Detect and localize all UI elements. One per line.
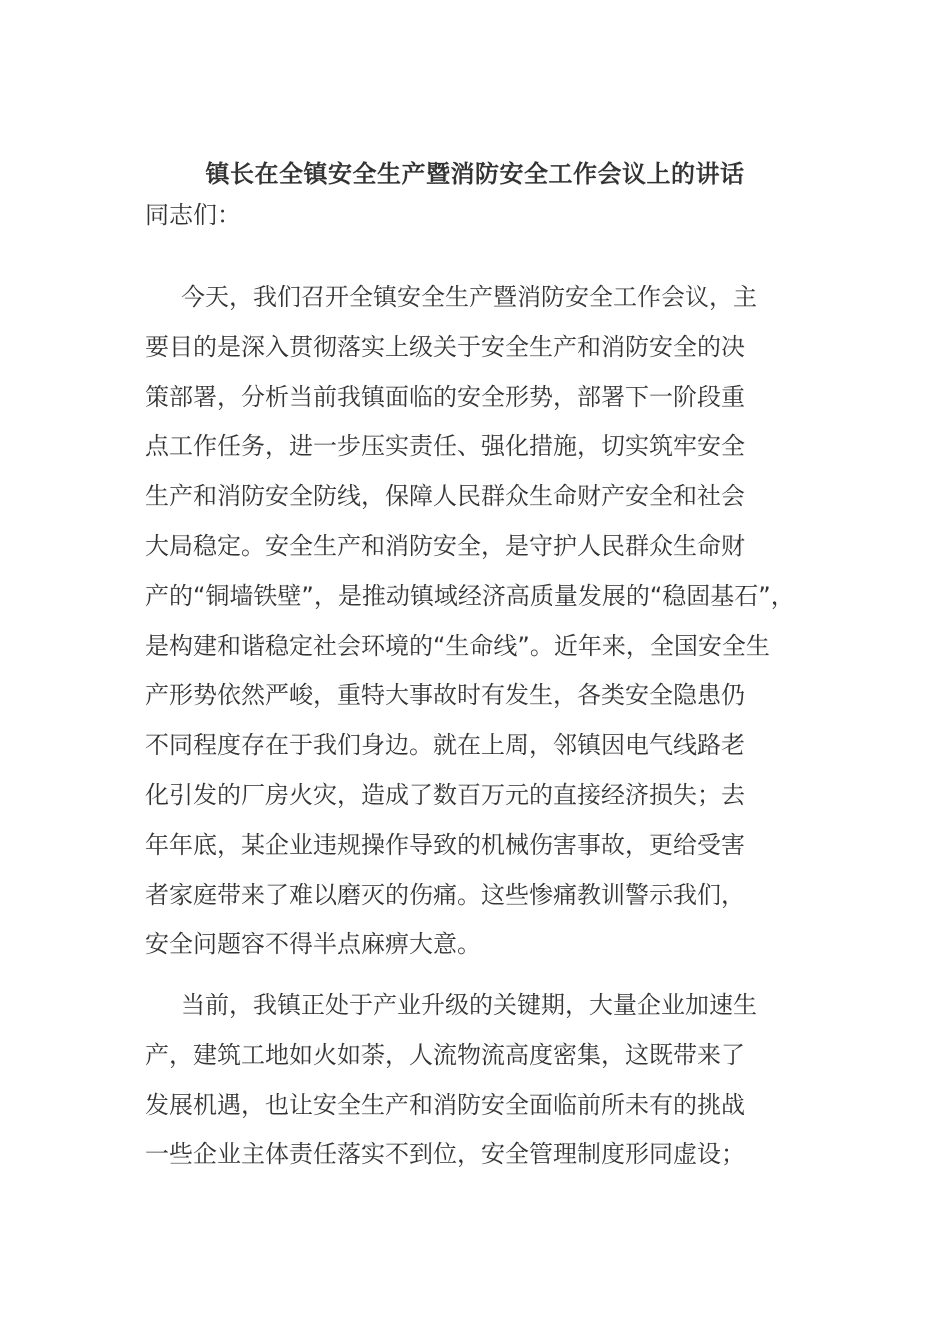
paragraph-line: 者家庭带来了难以磨灭的伤痛。这些惨痛教训警示我们， (145, 880, 745, 909)
paragraph-line: 产的“铜墙铁壁”，是推动镇域经济高质量发展的“稳固基石”， (145, 581, 795, 610)
paragraph-line: 不同程度存在于我们身边。就在上周，邻镇因电气线路老 (145, 731, 745, 760)
paragraph-line: 当前，我镇正处于产业升级的关键期，大量企业加速生 (181, 991, 757, 1019)
paragraph-line: 大局稳定。安全生产和消防安全，是守护人民群众生命财 (145, 531, 745, 560)
paragraph-line: 是构建和谐稳定社会环境的“生命线”。近年来，全国安全生 (145, 631, 770, 660)
paragraph-line: 年年底，某企业违规操作导致的机械伤害事故，更给受害 (145, 830, 745, 859)
paragraph-line: 今天，我们召开全镇安全生产暨消防安全工作会议，主 (181, 283, 757, 311)
paragraph-line: 要目的是深入贯彻落实上级关于安全生产和消防安全的决 (145, 332, 745, 361)
paragraph-line: 产形势依然严峻，重特大事故时有发生，各类安全隐患仍 (145, 681, 745, 710)
paragraph-line: 点工作任务，进一步压实责任、强化措施，切实筑牢安全 (145, 432, 745, 461)
paragraph-line: 一些企业主体责任落实不到位，安全管理制度形同虚设； (145, 1140, 745, 1169)
paragraph-line: 化引发的厂房火灾，造成了数百万元的直接经济损失；去 (145, 780, 745, 809)
paragraph-line: 发展机遇，也让安全生产和消防安全面临前所未有的挑战 (145, 1090, 745, 1119)
document-title: 镇长在全镇安全生产暨消防安全工作会议上的讲话 (205, 160, 745, 188)
paragraph-line: 策部署，分析当前我镇面临的安全形势，部署下一阶段重 (145, 382, 745, 411)
paragraph-2 (145, 981, 835, 1180)
paragraph-line: 产，建筑工地如火如荼，人流物流高度密集，这既带来了 (145, 1040, 745, 1069)
paragraph-1 (145, 273, 835, 970)
paragraph-line: 安全问题容不得半点麻痹大意。 (145, 930, 481, 959)
paragraph-line: 生产和消防安全防线，保障人民群众生命财产安全和社会 (145, 482, 745, 511)
salutation: 同志们： (145, 201, 241, 229)
